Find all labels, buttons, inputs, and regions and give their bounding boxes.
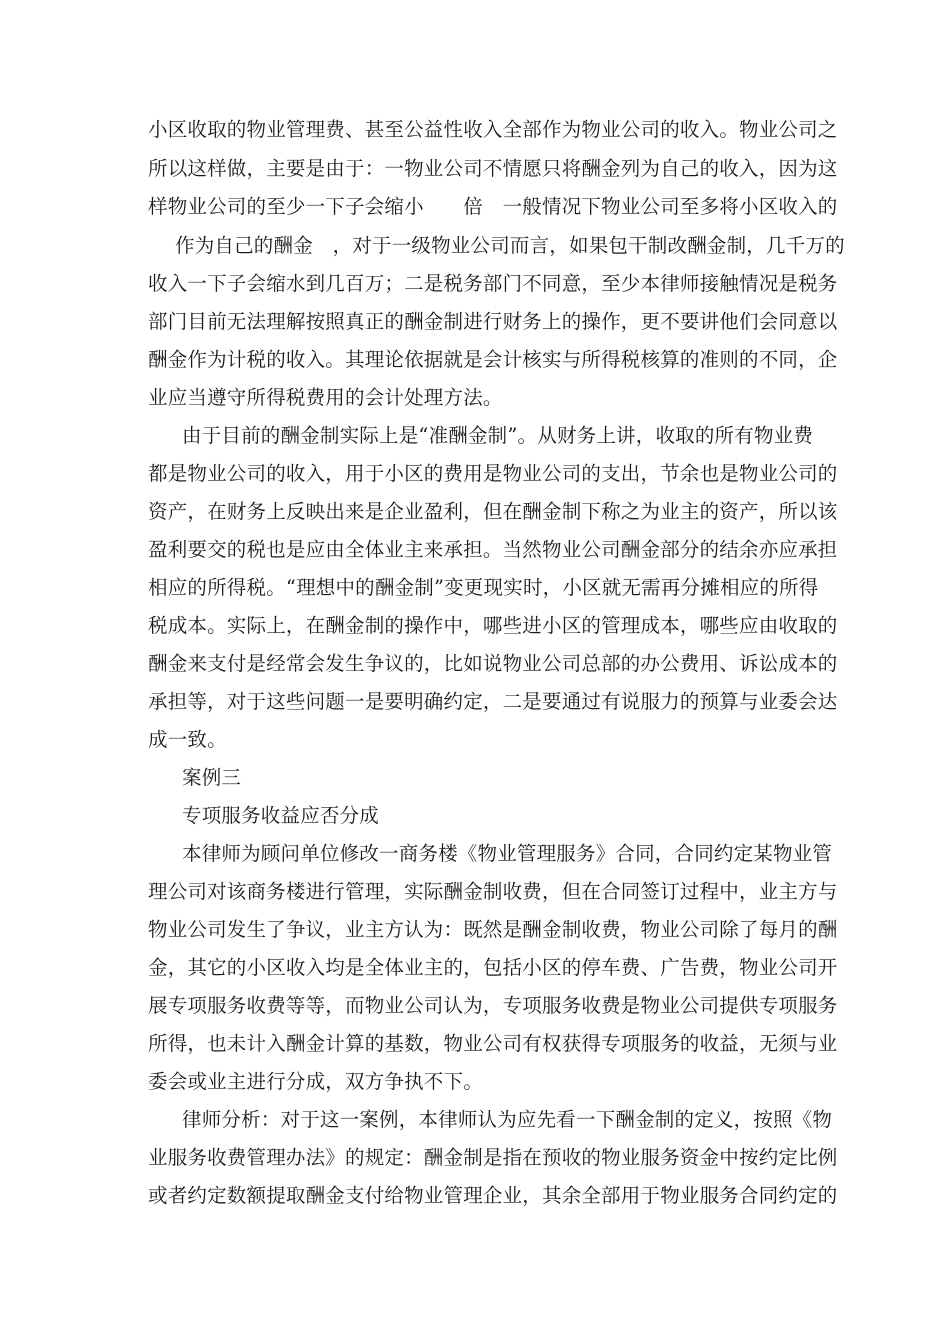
text-line: 委会或业主进行分成，双方争执不下。 — [148, 1070, 483, 1093]
text-line: 盈利要交的税也是应由全体业主来承担。当然物业公司酬金部分的结余亦应承担 — [148, 538, 838, 561]
text-line: 相应的所得税。“理想中的酬金制”变更现实时，小区就无需再分摊相应的所得 — [148, 576, 819, 599]
text-line: 作为自己的酬金 ，对于一级物业公司而言，如果包干制改酬金制，几千万的 — [175, 234, 845, 257]
text-line: 小区收取的物业管理费、甚至公益性收入全部作为物业公司的收入。物业公司之 — [148, 118, 838, 141]
paragraph-first-line: 律师分析：对于这一案例，本律师认为应先看一下酬金制的定义，按照《物 — [182, 1108, 833, 1131]
text-line: 成一致。 — [148, 728, 227, 751]
text-line: 所以这样做，主要是由于：一物业公司不情愿只将酬金列为自己的收入，因为这 — [148, 157, 838, 180]
text-line: 税成本。实际上，在酬金制的操作中，哪些进小区的管理成本，哪些应由收取的 — [148, 614, 838, 637]
text-line: 都是物业公司的收入，用于小区的费用是物业公司的支出，节余也是物业公司的 — [148, 462, 838, 485]
text-line: 业应当遵守所得税费用的会计处理方法。 — [148, 386, 503, 409]
text-line: 理公司对该商务楼进行管理，实际酬金制收费，但在合同签订过程中，业主方与 — [148, 880, 838, 903]
text-line: 业服务收费管理办法》的规定：酬金制是指在预收的物业服务资金中按约定比例 — [148, 1146, 838, 1169]
text-line: 资产，在财务上反映出来是企业盈利，但在酬金制下称之为业主的资产，所以该 — [148, 500, 838, 523]
text-line: 酬金作为计税的收入。其理论依据就是会计核实与所得税核算的准则的不同，企 — [148, 348, 838, 371]
paragraph-first-line: 本律师为顾问单位修改一商务楼《物业管理服务》合同，合同约定某物业管 — [182, 842, 833, 865]
text-line: 所得，也未计入酬金计算的基数，物业公司有权获得专项服务的收益，无须与业 — [148, 1032, 838, 1055]
text-line: 或者约定数额提取酬金支付给物业管理企业，其余全部用于物业服务合同约定的 — [148, 1184, 838, 1207]
text-line: 酬金来支付是经常会发生争议的，比如说物业公司总部的办公费用、诉讼成本的 — [148, 652, 838, 675]
text-line: 金，其它的小区收入均是全体业主的，包括小区的停车费、广告费，物业公司开 — [148, 956, 838, 979]
text-line: 收入一下子会缩水到几百万；二是税务部门不同意，至少本律师接触情况是税务 — [148, 272, 838, 295]
text-line: 部门目前无法理解按照真正的酬金制进行财务上的操作，更不要讲他们会同意以 — [148, 310, 838, 333]
paragraph-first-line: 由于目前的酬金制实际上是“准酬金制”。从财务上讲，收取的所有物业费 — [182, 424, 814, 447]
section-heading: 案例三 — [182, 766, 242, 789]
section-subheading: 专项服务收益应否分成 — [182, 804, 380, 827]
text-line: 样物业公司的至少一下子会缩小 倍 一般情况下物业公司至多将小区收入的 — [148, 195, 838, 218]
text-line: 展专项服务收费等等，而物业公司认为，专项服务收费是物业公司提供专项服务 — [148, 994, 838, 1017]
text-line: 承担等，对于这些问题一是要明确约定，二是要通过有说服力的预算与业委会达 — [148, 690, 838, 713]
text-line: 物业公司发生了争议，业主方认为：既然是酬金制收费，物业公司除了每月的酬 — [148, 918, 838, 941]
